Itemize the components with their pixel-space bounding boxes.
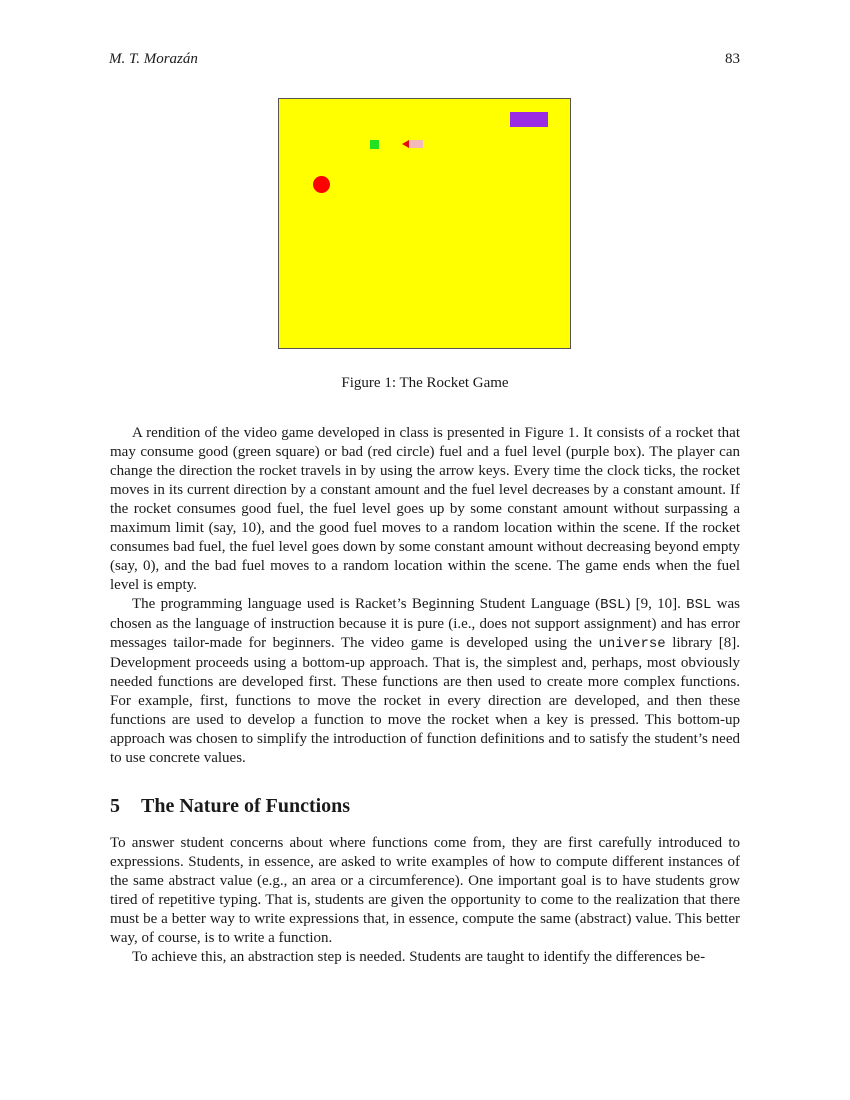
section-text-block [110,834,740,967]
bad-fuel-circle [313,176,330,193]
code-bsl: BSL [686,597,712,613]
rocket-game-figure [278,98,571,349]
paragraph-language: The programming language used is Racket’s Beginning Student Language (BSL) [9, 10]. BSL was chosen as the language of instruction because it is pure (i.e., does not support assignment) and has error messages tailor-made for beginners. The video game is developed using the universe library [8]. Development proceeds using a bottom-up approach. That is, the simplest and, perhaps, most obviously needed functions are developed first. These functions are then used to create more complex functions. For example, first, functions to move the rocket in every direction are developed, and then these functions are used to develop a function to move the rocket when a key is pressed. This bottom-up approach was chosen to simplify the introduction of function definitions and to satisfy the student’s need to use concrete values. [110,596,740,766]
paragraph-game-description: A rendition of the video game developed in class is presented in Figure 1. It consists of a rocket that may consume good (green square) or bad (red circle) fuel and a fuel level (purple box). The player can change the direction the rocket travels in by using the arrow keys. Every time the clock ticks, the rocket moves in its current direction by a constant amount and the fuel level decreases by a constant amount. If the rocket consumes good fuel, the fuel level goes up by some constant amount without surpassing a maximum limit (say, 10), and the good fuel moves to a random location within the scene. If the rocket consumes bad fuel, the fuel level goes down by some constant amount without decreasing beyond empty (say, 0), and the bad fuel moves to a random location within the scene. The game ends when the fuel level is empty. [110,425,740,593]
page-number: 83 [725,51,740,67]
paragraph-abstraction: To achieve this, an abstraction step is needed. Students are taught to identify the differences be- [132,949,706,965]
good-fuel-square [370,140,379,149]
running-header-author: M. T. Morazán [109,51,198,67]
fuel-level-bar [510,112,548,127]
rocket-body [409,140,423,148]
code-universe: universe [598,636,666,652]
paragraph-functions-intro: To answer student concerns about where functions come from, they are first carefully introduced to expressions. Students, in essence, are asked to write examples of how to compute different instances of the same abstract value (e.g., an area or a circumference). One important goal is to have students grow tired of repetitive typing. That is, students are given the opportunity to come to the realization that there must be a better way to write expressions that, in essence, compute the same (abstract) value. This better way, of course, is to write a function. [110,835,740,946]
section-title: The Nature of Functions [141,795,351,817]
figure-caption: Figure 1: The Rocket Game [341,375,509,391]
rocket-nose [402,140,409,148]
section-number: 5 [110,795,120,817]
rocket-icon [402,139,424,149]
code-bsl: BSL [600,597,626,613]
intro-text-block [110,424,740,768]
section-heading [110,793,350,819]
